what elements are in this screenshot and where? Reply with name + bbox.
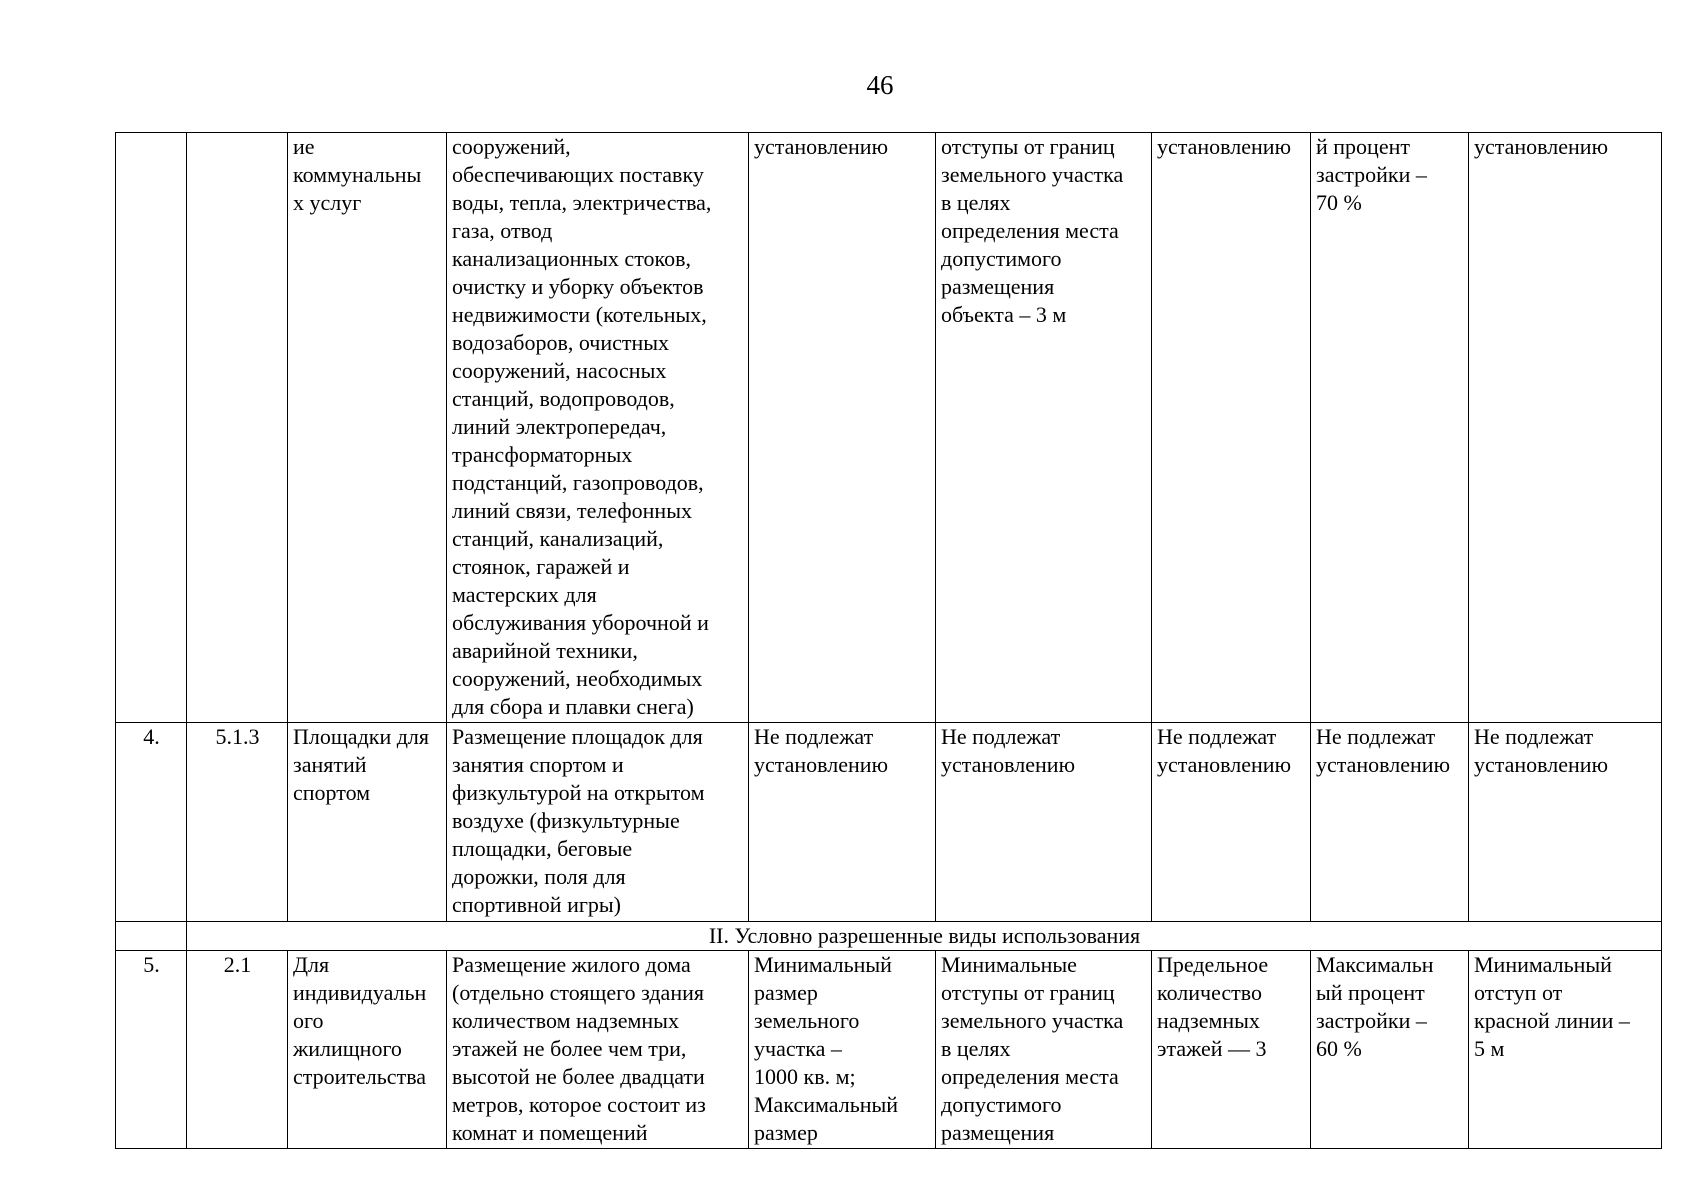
use-code-cell (187, 133, 288, 723)
table-row (116, 133, 1662, 723)
plot-size-cell (749, 723, 936, 922)
floors: Предельное количество надземных этажей — 3 (1157, 952, 1269, 1061)
table-row (116, 723, 1662, 922)
setbacks-cell (936, 951, 1152, 1149)
coverage-cell (1311, 951, 1469, 1149)
section-title: II. Условно разрешенные виды использования (187, 922, 1662, 951)
floors: установлению (1157, 134, 1292, 159)
use-code-cell (187, 723, 288, 922)
row-number-cell (116, 951, 187, 1149)
plot-size-cell (749, 133, 936, 723)
red-line-cell (1469, 723, 1662, 922)
use-name: ие коммунальны х услуг (293, 134, 422, 215)
plot-size: Не подлежат установлению (754, 724, 889, 777)
coverage: Максимальн ый процент застройки – 60 % (1316, 952, 1434, 1061)
red-line-setback: Минимальный отступ от красной линии – 5 м (1474, 952, 1630, 1061)
coverage: Не подлежат установлению (1316, 724, 1451, 777)
setbacks: отступы от границ земельного участка в целях определения места допустимого размещения объекта – 3 м (941, 134, 1124, 327)
plot-size-cell (749, 951, 936, 1149)
setbacks-cell (936, 133, 1152, 723)
row-number: 5. (143, 952, 160, 977)
use-name-cell (288, 723, 447, 922)
coverage-cell (1311, 723, 1469, 922)
plot-size: Минимальный размер земельного участка – 1000 кв. м; Максимальный размер (754, 952, 899, 1145)
setbacks: Не подлежат установлению (941, 724, 1076, 777)
floors-cell (1152, 951, 1311, 1149)
floors: Не подлежат установлению (1157, 724, 1292, 777)
land-use-table (115, 132, 1662, 1149)
floors-cell (1152, 133, 1311, 723)
coverage-cell (1311, 133, 1469, 723)
use-code-cell (187, 951, 288, 1149)
use-name-cell (288, 133, 447, 723)
floors-cell (1152, 723, 1311, 922)
use-name: Площадки для занятий спортом (293, 724, 430, 805)
section-header-row (116, 922, 1662, 951)
section-empty-cell (116, 922, 187, 951)
setbacks: Минимальные отступы от границ земельного участка в целях определения места допустимого размещения (941, 952, 1124, 1145)
page-number: 46 (866, 70, 894, 100)
use-description-cell (447, 951, 749, 1149)
row-number-cell (116, 723, 187, 922)
use-description: Размещение жилого дома (отдельно стоящего здания количеством надземных этажей не более чем три, высотой не более двадцати метров, которое состоит из комнат и помещений (452, 952, 706, 1145)
row-number: 4. (143, 724, 160, 749)
red-line-cell (1469, 133, 1662, 723)
coverage: й процент застройки – 70 % (1316, 134, 1427, 215)
red-line-cell (1469, 951, 1662, 1149)
setbacks-cell (936, 723, 1152, 922)
table-row (116, 951, 1662, 1149)
use-description: сооружений, обеспечивающих поставку воды, тепла, электричества, газа, отвод канализационных стоков, очистку и уборку объектов недвижимости (котельных, водозаборов, очистных сооружений, насосных станций, водопроводов, линий электропередач, трансформаторных подстанций, газопроводов, линий связи, телефонных станций, канализаций, стоянок, гаражей и мастерских для обслуживания уборочной и аварийной техники, сооружений, необходимых для сбора и плавки снега) (452, 134, 712, 719)
use-name-cell (288, 951, 447, 1149)
use-description-cell (447, 723, 749, 922)
plot-size: установлению (754, 134, 889, 159)
use-name: Для индивидуальн ого жилищного строительства (293, 952, 427, 1089)
row-number-cell (116, 133, 187, 723)
use-description-cell (447, 133, 749, 723)
use-code: 5.1.3 (215, 724, 260, 749)
red-line-setback: Не подлежат установлению (1474, 724, 1609, 777)
red-line-setback: установлению (1474, 134, 1609, 159)
use-description: Размещение площадок для занятия спортом и физкультурой на открытом воздухе (физкультурные площадки, беговые дорожки, поля для спортивной игры) (452, 724, 705, 917)
use-code: 2.1 (223, 952, 252, 977)
